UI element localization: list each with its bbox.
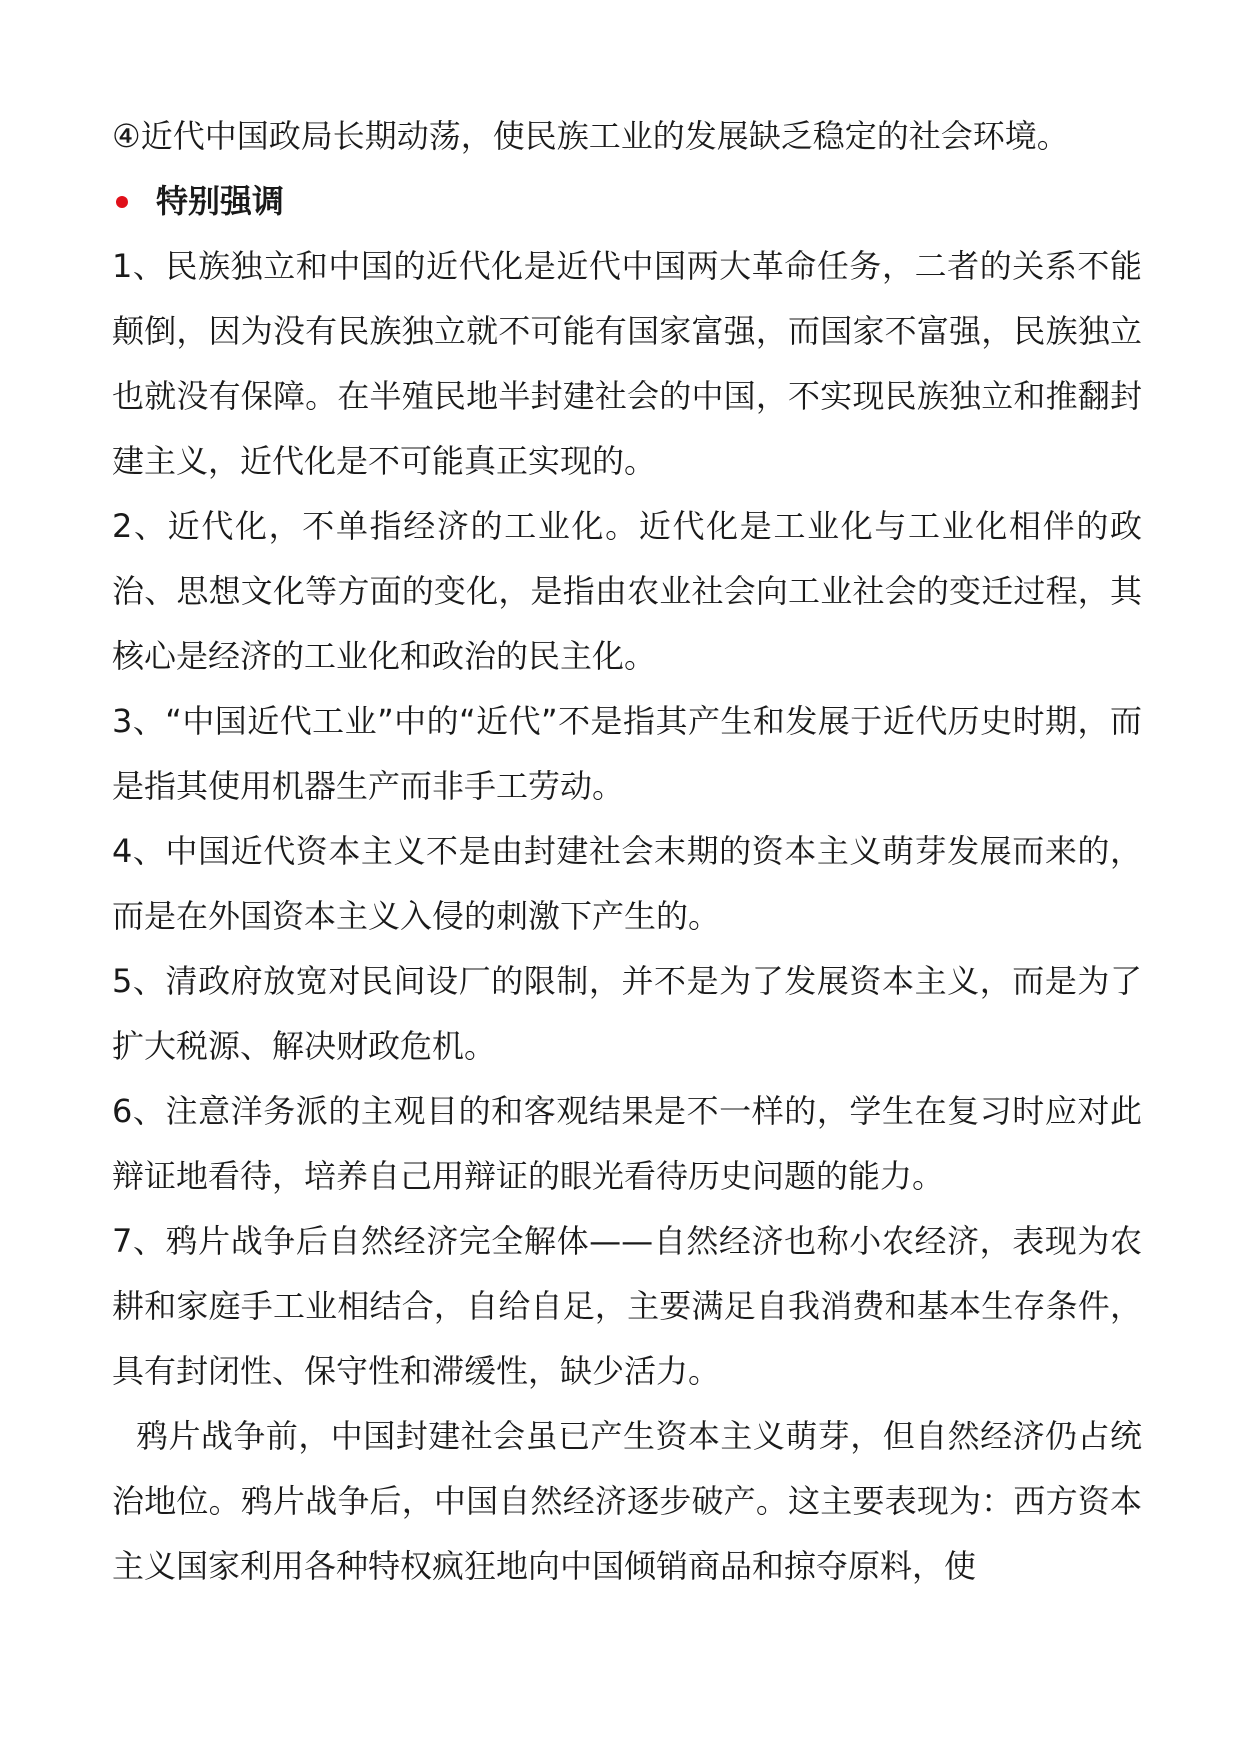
point-1: 1、民族独立和中国的近代化是近代中国两大革命任务，二者的关系不能颠倒，因为没有民族独立就不可能有国家富强，而国家不富强，民族独立也就没有保障。在半殖民地半封建社会的中国，不实现民族独立和推翻封建主义，近代化是不可能真正实现的。 xyxy=(112,247,1142,480)
point-3: 3、“中国近代工业”中的“近代”不是指其产生和发展于近代历史时期，而是指其使用机器生产而非手工劳动。 xyxy=(112,702,1142,805)
point-4: 4、中国近代资本主义不是由封建社会末期的资本主义萌芽发展而来的，而是在外国资本主义入侵的刺激下产生的。 xyxy=(112,832,1142,935)
section-heading xyxy=(112,169,1142,234)
point-6: 6、注意洋务派的主观目的和客观结果是不一样的，学生在复习时应对此辩证地看待，培养自己用辩证的眼光看待历史问题的能力。 xyxy=(112,1092,1142,1195)
section-heading-text: 特别强调 xyxy=(156,182,285,220)
intro-line: ④近代中国政局长期动荡，使民族工业的发展缺乏稳定的社会环境。 xyxy=(112,117,1069,155)
document-page xyxy=(112,104,1142,1599)
bullet-dot-icon xyxy=(116,196,128,208)
point-7: 7、鸦片战争后自然经济完全解体——自然经济也称小农经济，表现为农耕和家庭手工业相结合，自给自足，主要满足自我消费和基本生存条件，具有封闭性、保守性和滞缓性，缺少活力。 xyxy=(112,1222,1142,1390)
point-2: 2、近代化，不单指经济的工业化。近代化是工业化与工业化相伴的政治、思想文化等方面的变化，是指由农业社会向工业社会的变迁过程，其核心是经济的工业化和政治的民主化。 xyxy=(112,507,1142,675)
point-5: 5、清政府放宽对民间设厂的限制，并不是为了发展资本主义，而是为了扩大税源、解决财政危机。 xyxy=(112,962,1142,1065)
closing-paragraph: 鸦片战争前，中国封建社会虽已产生资本主义萌芽，但自然经济仍占统治地位。鸦片战争后，中国自然经济逐步破产。这主要表现为：西方资本主义国家利用各种特权疯狂地向中国倾销商品和掠夺原料，使 xyxy=(112,1417,1142,1585)
